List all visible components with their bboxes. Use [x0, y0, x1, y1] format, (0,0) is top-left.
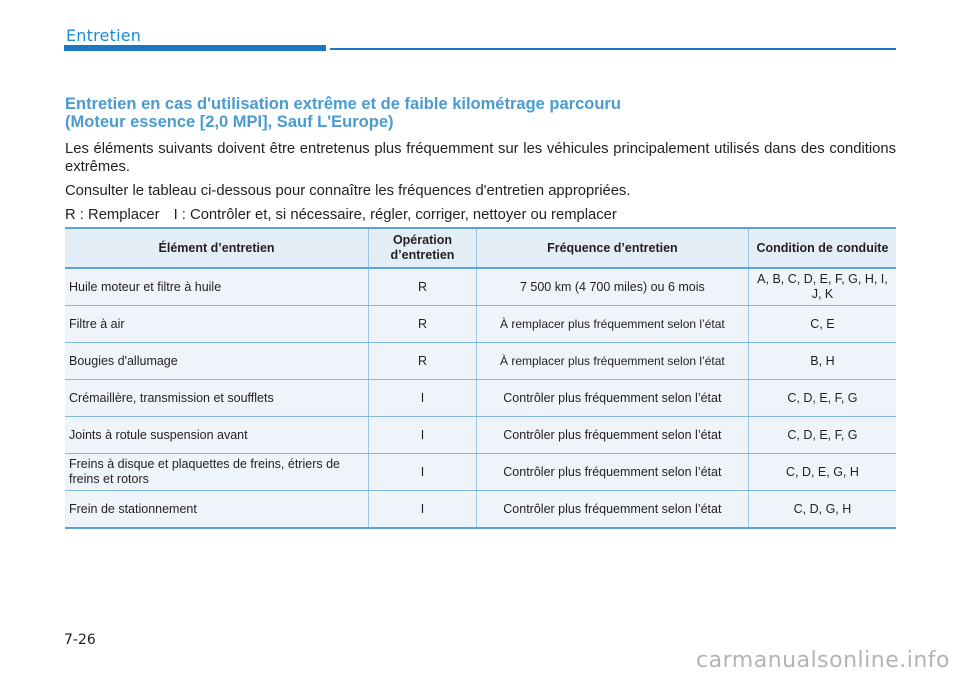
table-row: [65, 268, 896, 306]
cell-operation: I: [369, 380, 477, 417]
instruction-paragraph: Consulter le tableau ci-dessous pour connaître les fréquences d'entretien appropriées.: [65, 183, 631, 199]
table-row: [65, 380, 896, 417]
legend-i: I : Contrôler et, si nécessaire, régler, corriger, nettoyer ou remplacer: [173, 207, 617, 223]
cell-condition: C, D, E, F, G: [748, 417, 896, 454]
cell-item: Bougies d'allumage: [65, 343, 369, 380]
cell-condition: A, B, C, D, E, F, G, H, I, J, K: [748, 268, 896, 306]
section-title-line2: (Moteur essence [2,0 MPI], Sauf L'Europe): [65, 113, 394, 131]
header-rule: [330, 48, 896, 50]
header-operation: Opération d’entretien: [369, 228, 477, 268]
cell-operation: R: [369, 306, 477, 343]
table-row: [65, 491, 896, 529]
header-bar: [64, 45, 326, 51]
header-frequency: Fréquence d’entretien: [476, 228, 748, 268]
content: [65, 95, 896, 224]
cell-item: Joints à rotule suspension avant: [65, 417, 369, 454]
cell-operation: I: [369, 491, 477, 529]
legend: [65, 206, 896, 224]
maintenance-table: [65, 227, 896, 529]
cell-frequency: À remplacer plus fréquemment selon l’état: [476, 343, 748, 380]
cell-operation: I: [369, 417, 477, 454]
header-condition: Condition de conduite: [748, 228, 896, 268]
table-row: [65, 417, 896, 454]
cell-frequency: 7 500 km (4 700 miles) ou 6 mois: [476, 268, 748, 306]
cell-condition: C, D, G, H: [748, 491, 896, 529]
cell-frequency: Contrôler plus fréquemment selon l’état: [476, 417, 748, 454]
header-item: Élément d’entretien: [65, 228, 369, 268]
cell-condition: B, H: [748, 343, 896, 380]
cell-frequency: Contrôler plus fréquemment selon l’état: [476, 491, 748, 529]
cell-item: Frein de stationnement: [65, 491, 369, 529]
intro-paragraph: Les éléments suivants doivent être entretenus plus fréquemment sur les véhicules principalement utilisés dans des conditions extrêmes.: [65, 141, 896, 175]
cell-frequency: Contrôler plus fréquemment selon l’état: [476, 454, 748, 491]
section-title: [65, 95, 896, 131]
table-row: [65, 343, 896, 380]
cell-condition: C, D, E, F, G: [748, 380, 896, 417]
page-number: 7-26: [64, 632, 96, 648]
cell-condition: C, D, E, G, H: [748, 454, 896, 491]
cell-condition: C, E: [748, 306, 896, 343]
watermark: carmanualsonline.info: [696, 648, 950, 673]
cell-item: Huile moteur et filtre à huile: [65, 268, 369, 306]
table-row: [65, 306, 896, 343]
cell-item: Filtre à air: [65, 306, 369, 343]
section-title-line1: Entretien en cas d'utilisation extrême et de faible kilométrage parcouru: [65, 95, 621, 113]
cell-item: Crémaillère, transmission et soufflets: [65, 380, 369, 417]
legend-r: R : Remplacer: [65, 207, 160, 223]
table-row: [65, 454, 896, 491]
cell-operation: R: [369, 268, 477, 306]
cell-operation: R: [369, 343, 477, 380]
table-header-row: [65, 228, 896, 268]
cell-frequency: Contrôler plus fréquemment selon l’état: [476, 380, 748, 417]
section-header: Entretien: [66, 26, 142, 45]
cell-operation: I: [369, 454, 477, 491]
cell-item: Freins à disque et plaquettes de freins, étriers de freins et rotors: [65, 454, 369, 491]
cell-frequency: À remplacer plus fréquemment selon l’état: [476, 306, 748, 343]
